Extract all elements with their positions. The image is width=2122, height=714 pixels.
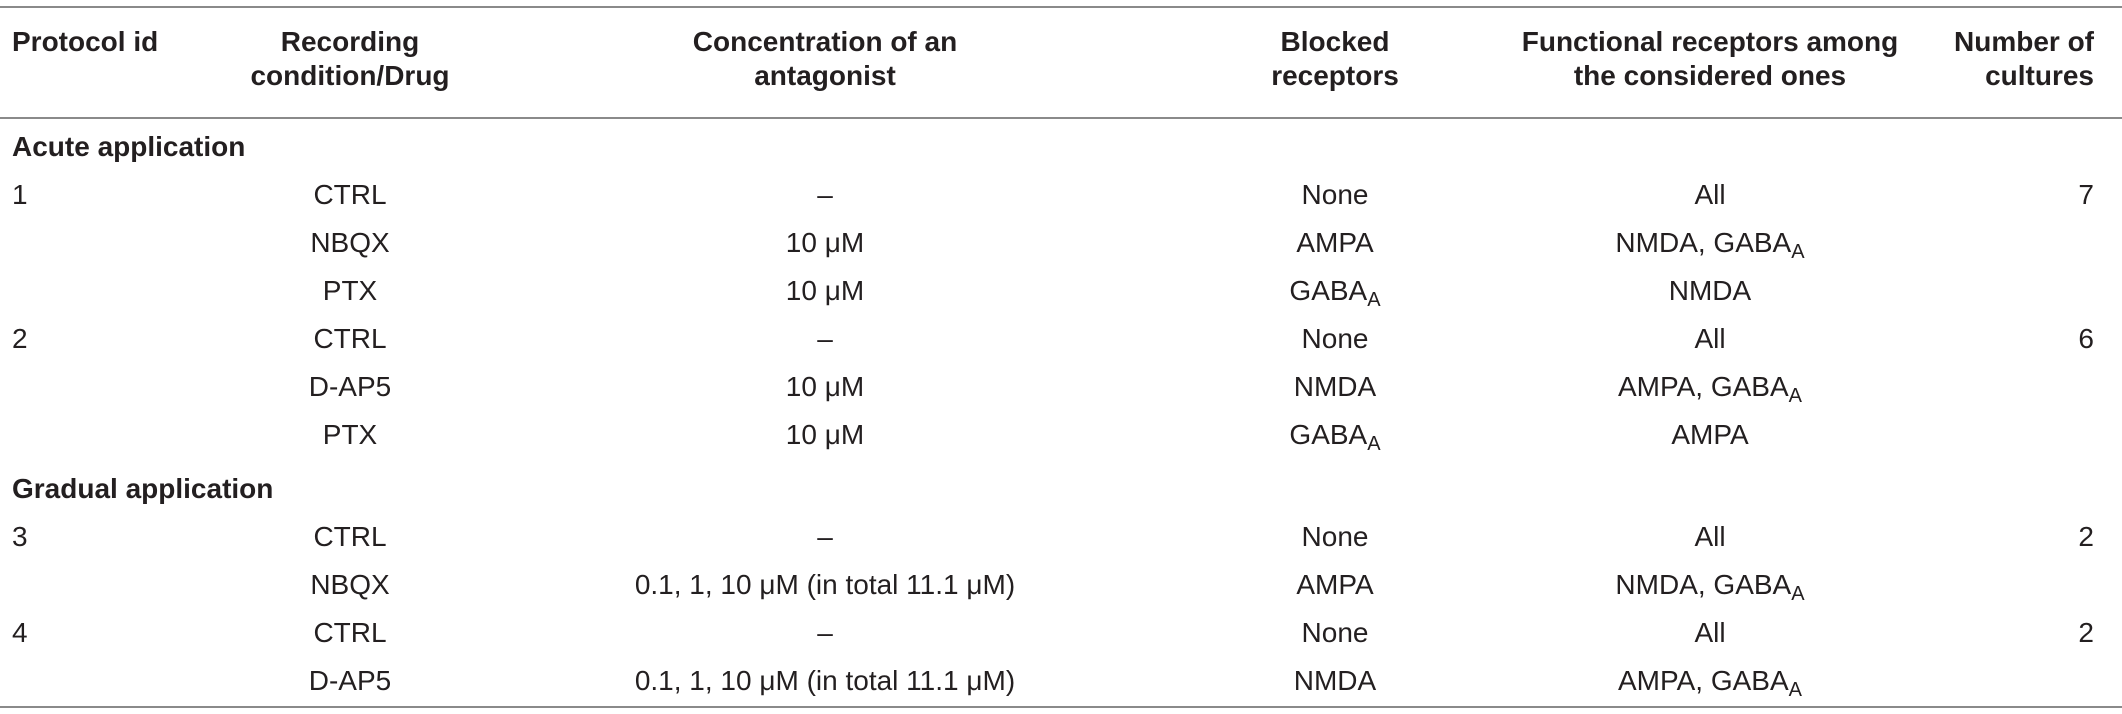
cell-concentration: 0.1, 1, 10 μM (in total 11.1 μM) (634, 665, 1016, 696)
header-functional-receptors-line1: Functional receptors among (1521, 26, 1899, 57)
cell-protocol-id (0, 561, 220, 609)
cell-functional-receptors: All (1694, 179, 1726, 210)
cell-blocked-receptors: $GABA_A$ (1289, 419, 1381, 455)
cell-concentration: – (817, 323, 833, 354)
cell-blocked-receptors: AMPA (1296, 569, 1374, 600)
cell-concentration: 10 μM (785, 227, 865, 258)
cell-protocol-id (0, 363, 220, 411)
header-recording-condition-line2: condition/Drug (250, 60, 450, 91)
header-number-of-cultures-line2: cultures (1985, 60, 2094, 91)
cell-protocol-id (0, 219, 220, 267)
header-blocked-receptors-line1: Blocked (1280, 26, 1390, 57)
cell-functional-receptors: AMPA, $GABA_A$ (1618, 665, 1802, 701)
cell-number-of-cultures (1920, 363, 2122, 411)
cell-number-of-cultures: 7 (2078, 179, 2094, 210)
cell-recording-condition: CTRL (313, 617, 387, 648)
table-row (0, 171, 2122, 219)
protocols-table (0, 8, 2122, 705)
table-row (0, 411, 2122, 459)
section-title: Acute application (12, 131, 246, 162)
cell-blocked-receptors: None (1301, 521, 1369, 552)
cell-recording-condition: PTX (322, 275, 378, 306)
cell-functional-receptors: AMPA (1671, 419, 1749, 450)
header-functional-receptors (1500, 8, 1920, 117)
header-concentration-line1: Concentration of an (692, 26, 958, 57)
cell-number-of-cultures: 2 (2078, 521, 2094, 552)
cell-recording-condition: CTRL (313, 521, 387, 552)
section-row (0, 117, 2122, 171)
table-header-row (0, 8, 2122, 117)
cell-concentration: – (817, 617, 833, 648)
cell-protocol-id (0, 411, 220, 459)
table-row (0, 657, 2122, 705)
header-number-of-cultures (1920, 8, 2122, 117)
cell-functional-receptors: All (1694, 617, 1726, 648)
cell-number-of-cultures: 6 (2078, 323, 2094, 354)
header-recording-condition (220, 8, 480, 117)
table-row (0, 561, 2122, 609)
cell-protocol-id (0, 267, 220, 315)
cell-protocol-id (0, 657, 220, 705)
cell-number-of-cultures (1920, 411, 2122, 459)
header-recording-condition-line1: Recording (280, 26, 420, 57)
cell-functional-receptors: NMDA, $GABA_A$ (1615, 227, 1805, 263)
table-row (0, 363, 2122, 411)
cell-blocked-receptors: None (1301, 179, 1369, 210)
table-body (0, 117, 2122, 705)
cell-concentration: 10 μM (785, 419, 865, 450)
cell-recording-condition: D-AP5 (308, 371, 392, 402)
cell-recording-condition: NBQX (310, 569, 390, 600)
table-row (0, 609, 2122, 657)
cell-number-of-cultures (1920, 561, 2122, 609)
cell-blocked-receptors: None (1301, 617, 1369, 648)
cell-recording-condition: CTRL (313, 323, 387, 354)
header-number-of-cultures-line1: Number of (1954, 26, 2094, 57)
header-concentration (480, 8, 1170, 117)
header-protocol-id-label: Protocol id (12, 26, 159, 57)
cell-functional-receptors: NMDA, $GABA_A$ (1615, 569, 1805, 605)
cell-number-of-cultures (1920, 267, 2122, 315)
section-title: Gradual application (12, 473, 274, 504)
table-row (0, 267, 2122, 315)
header-protocol-id (0, 8, 220, 117)
cell-blocked-receptors: NMDA (1293, 665, 1377, 696)
table-row (0, 219, 2122, 267)
table-bottom-rule (0, 706, 2122, 708)
cell-concentration: 10 μM (785, 371, 865, 402)
table-row (0, 315, 2122, 363)
header-blocked-receptors (1170, 8, 1500, 117)
cell-protocol-id: 3 (12, 521, 28, 552)
cell-functional-receptors: All (1694, 323, 1726, 354)
cell-functional-receptors: AMPA, $GABA_A$ (1618, 371, 1802, 407)
table-row (0, 513, 2122, 561)
cell-protocol-id: 2 (12, 323, 28, 354)
header-concentration-line2: antagonist (754, 60, 896, 91)
header-functional-receptors-line2: the considered ones (1573, 60, 1847, 91)
cell-blocked-receptors: AMPA (1296, 227, 1374, 258)
cell-number-of-cultures (1920, 657, 2122, 705)
cell-concentration: – (817, 521, 833, 552)
section-row (0, 459, 2122, 513)
cell-recording-condition: PTX (322, 419, 378, 450)
cell-protocol-id: 4 (12, 617, 28, 648)
cell-recording-condition: D-AP5 (308, 665, 392, 696)
cell-blocked-receptors: None (1301, 323, 1369, 354)
cell-number-of-cultures: 2 (2078, 617, 2094, 648)
cell-protocol-id: 1 (12, 179, 28, 210)
header-blocked-receptors-line2: receptors (1271, 60, 1399, 91)
cell-number-of-cultures (1920, 219, 2122, 267)
cell-concentration: 10 μM (785, 275, 865, 306)
cell-concentration: – (817, 179, 833, 210)
cell-recording-condition: CTRL (313, 179, 387, 210)
cell-blocked-receptors: NMDA (1293, 371, 1377, 402)
cell-functional-receptors: All (1694, 521, 1726, 552)
cell-functional-receptors: NMDA (1668, 275, 1752, 306)
cell-blocked-receptors: $GABA_A$ (1289, 275, 1381, 311)
cell-recording-condition: NBQX (310, 227, 390, 258)
cell-concentration: 0.1, 1, 10 μM (in total 11.1 μM) (634, 569, 1016, 600)
